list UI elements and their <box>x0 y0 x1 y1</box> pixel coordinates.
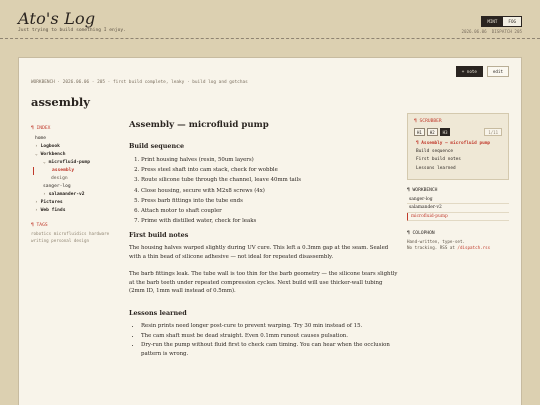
caret-right-icon: › <box>35 208 38 213</box>
nav-item-label: microfluid-pump <box>48 160 91 165</box>
nav-item-salamander-v2[interactable] <box>31 191 123 199</box>
index-heading: ¶ INDEX <box>31 126 51 131</box>
level-h1-button[interactable]: H1 <box>414 128 425 136</box>
tags-list[interactable]: robotics microfluidics hardware writing personal design <box>31 231 110 243</box>
nav-item-assembly[interactable] <box>33 167 123 175</box>
nav-item-label: home <box>35 136 47 141</box>
nav-item-label: design <box>51 176 68 181</box>
caret-right-icon: › <box>43 192 46 197</box>
article-title: Assembly — microfluid pump <box>129 120 269 130</box>
list-item: 6. Attach motor to shaft coupler <box>141 206 399 216</box>
nav-item-microfluid-pump[interactable] <box>31 159 123 167</box>
notes-paragraph: The barb fittings leak. The tube wall is too thin for the barb geometry — the silicone tears slightly at the barb teeth under repeated compression cycles. Next build will use thicker-wall tubing (2mm ID, 1mm wall instead of 0.5mm). <box>129 270 398 295</box>
header-dispatch: DISPATCH 205 <box>491 29 522 34</box>
edit-button[interactable]: edit <box>487 66 509 77</box>
heading-level-selector <box>414 128 502 136</box>
article <box>129 120 399 360</box>
nav-item-home[interactable] <box>31 135 123 143</box>
list-item: 7. Prime with distilled water, check for leaks <box>141 216 399 226</box>
scrubber-heading: ¶ SCRUBBER <box>414 119 442 124</box>
index-nav <box>31 126 123 244</box>
toc-item[interactable]: First build notes <box>416 157 461 163</box>
nav-item-pictures[interactable] <box>31 199 123 207</box>
breadcrumb: WORKBENCH · 2026.06.06 · 205 · first build complete, leaky · build log and gotchas <box>31 80 248 85</box>
nav-item-label: Pictures <box>40 200 63 205</box>
level-h2-button[interactable]: H2 <box>427 128 438 136</box>
toc-item[interactable]: ¶ Assembly — microfluid pump <box>416 141 491 146</box>
build-steps-list <box>141 155 399 226</box>
caret-right-icon: › <box>35 200 38 205</box>
colophon-heading: ¶ COLOPHON <box>407 231 435 237</box>
list-item: 3. Route silicone tube through the channel, leave 40mm tails <box>141 175 399 185</box>
first-build-notes-heading: First build notes <box>129 231 189 240</box>
rss-link[interactable]: /dispatch.rss <box>457 245 491 251</box>
page-title: assembly <box>31 95 90 109</box>
site-header <box>0 0 540 40</box>
list-item: • The cam shaft must be dead straight. Even 0.1mm runout causes pulsation. <box>141 332 399 341</box>
add-note-button[interactable]: + note <box>456 66 483 77</box>
header-divider <box>0 38 540 39</box>
nav-item-label: Logbook <box>40 144 60 149</box>
nav-item-web-finds[interactable] <box>31 207 123 215</box>
list-item: 2. Press steel shaft into cam stack, check for wobble <box>141 165 399 175</box>
nav-item-label: Workbench <box>40 152 66 157</box>
right-sidebar <box>407 113 509 251</box>
site-title[interactable]: Ato's Log <box>18 9 96 28</box>
list-item: • Resin prints need longer post-cure to prevent warping. Try 30 min instead of 15. <box>141 322 399 331</box>
list-item: 4. Close housing, secure with M2x8 screws (4x) <box>141 186 399 196</box>
list-item: 5. Press barb fittings into the tube ends <box>141 196 399 206</box>
colophon-line: Hand-written, type-set. <box>407 239 465 245</box>
toc-item[interactable]: Lessons learned <box>416 165 456 171</box>
nav-item-label: Web finds <box>40 208 66 213</box>
level-count: 1/11 <box>484 128 502 136</box>
theme-toggle <box>481 16 522 27</box>
site-tagline: Just trying to build something I enjoy. <box>18 28 126 33</box>
nav-item-label: assembly <box>52 168 75 173</box>
caret-down-icon: ⌄ <box>35 152 38 157</box>
header-date: 2026.06.06 <box>461 29 487 34</box>
colophon-prefix: No tracking. RSS at <box>407 245 458 251</box>
card-actions <box>456 66 509 77</box>
theme-mint-button[interactable]: MINT <box>481 16 503 27</box>
nav-item-workbench[interactable] <box>31 151 123 159</box>
nav-item-design[interactable] <box>31 175 123 183</box>
list-item: • Dry-run the pump without fluid first to check cam timing. You can hear when the occlusion pattern is wrong. <box>141 341 399 358</box>
list-item: 1. Print housing halves (resin, 50um layers) <box>141 155 399 165</box>
toc-item[interactable]: Build sequence <box>416 149 454 155</box>
nav-item-sanger-log[interactable] <box>31 183 123 191</box>
workbench-heading: ¶ WORKBENCH <box>407 187 438 193</box>
lessons-learned-heading: Lessons learned <box>129 308 187 317</box>
nav-item-logbook[interactable] <box>31 143 123 151</box>
page-card <box>18 57 522 405</box>
workbench-item[interactable]: salamander-v2 <box>407 204 509 213</box>
nav-item-label: salamander-v2 <box>48 192 85 197</box>
workbench-item[interactable]: sanger-log <box>407 196 509 205</box>
nav-item-label: sanger-log <box>43 184 71 189</box>
workbench-item-current[interactable]: microfluid-pump <box>407 213 509 222</box>
header-meta <box>461 29 522 34</box>
caret-right-icon: › <box>35 144 38 149</box>
colophon-line <box>407 245 509 251</box>
lessons-list <box>141 322 399 359</box>
notes-paragraph: The housing halves warped slightly during UV cure. This left a 0.3mm gap at the seam. Sealed with a thin bead of silicone adhesive — not ideal for repeated disassembly. <box>129 245 389 261</box>
tags-heading: ¶ TAGS <box>31 223 48 228</box>
colophon-text <box>407 239 509 251</box>
build-sequence-heading: Build sequence <box>129 142 185 150</box>
scrubber-panel <box>407 113 509 180</box>
theme-fog-button[interactable]: FOG <box>503 16 522 27</box>
caret-down-icon: ⌄ <box>43 160 46 165</box>
level-h3-button[interactable]: H3 <box>440 128 451 136</box>
